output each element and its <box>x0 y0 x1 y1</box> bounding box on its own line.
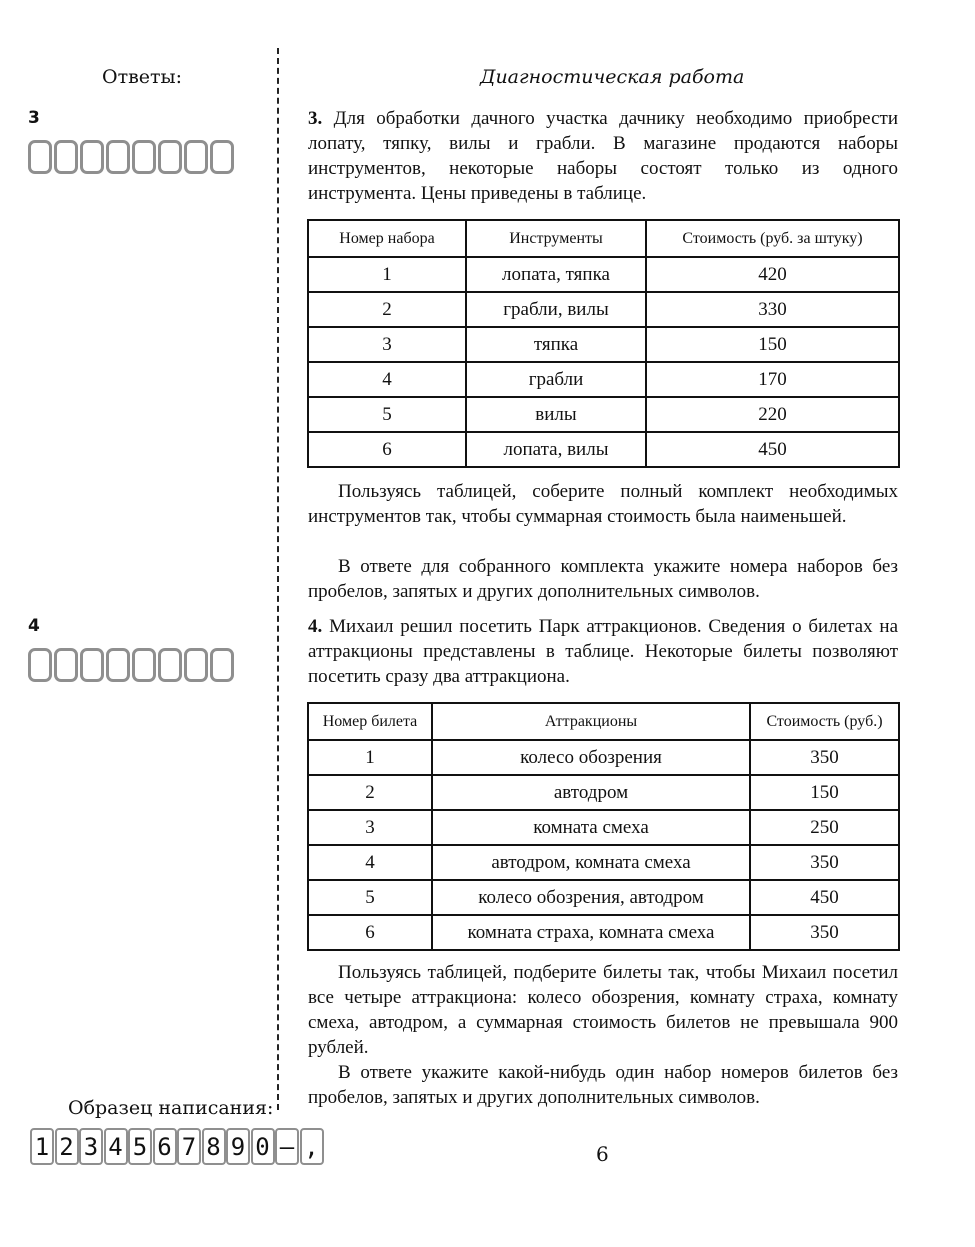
table-row <box>308 397 899 432</box>
table-cell: автодром, комната смеха <box>432 845 750 880</box>
answer-cell[interactable] <box>54 140 78 174</box>
answer-cell[interactable] <box>132 140 156 174</box>
task3-instruction-1: Пользуясь таблицей, соберите полный комплект необходимых инструментов так, чтобы суммарная стоимость была наименьшей. <box>308 481 898 527</box>
table-cell: 6 <box>308 915 432 950</box>
table-cell: 1 <box>308 740 432 775</box>
table-cell: 6 <box>308 432 466 467</box>
sample-digit-cell: , <box>300 1128 324 1165</box>
sample-digit-cell: 5 <box>128 1128 152 1165</box>
table-cell: 150 <box>750 775 899 810</box>
table-cell: колесо обозрения, автодром <box>432 880 750 915</box>
answer-field-4[interactable] <box>28 648 236 682</box>
table-cell: 4 <box>308 362 466 397</box>
table-header-row <box>308 703 899 740</box>
sample-digits <box>30 1128 324 1165</box>
table-cell: колесо обозрения <box>432 740 750 775</box>
table-cell: 2 <box>308 292 466 327</box>
sample-digit-cell: 4 <box>104 1128 128 1165</box>
table-cell: 330 <box>646 292 899 327</box>
page-header-title: Диагностическая работа <box>480 66 745 88</box>
sample-digit-cell: 3 <box>79 1128 103 1165</box>
table-cell: 3 <box>308 327 466 362</box>
table-header-cell: Стоимость (руб.) <box>750 703 899 740</box>
sample-digit-cell: 6 <box>153 1128 177 1165</box>
task3-instruction-2: В ответе для собранного комплекта укажите номера наборов без пробелов, запятых и других дополнительных символов. <box>308 556 898 602</box>
table-row <box>308 327 899 362</box>
answer-cell[interactable] <box>80 140 104 174</box>
table-cell: 450 <box>750 880 899 915</box>
task4-number: 4. <box>308 616 323 637</box>
table-cell: 350 <box>750 915 899 950</box>
table-header-cell: Номер набора <box>308 220 466 257</box>
answer-cell[interactable] <box>28 140 52 174</box>
table-cell: 4 <box>308 845 432 880</box>
sample-digit-cell: 9 <box>226 1128 250 1165</box>
answer-cell[interactable] <box>210 648 234 682</box>
table-cell: 350 <box>750 740 899 775</box>
table-cell: 220 <box>646 397 899 432</box>
table-cell: 420 <box>646 257 899 292</box>
table-row <box>308 915 899 950</box>
answer-label-3: 3 <box>28 108 40 128</box>
table-cell: 5 <box>308 880 432 915</box>
table-row <box>308 292 899 327</box>
table-cell: 2 <box>308 775 432 810</box>
table-cell: 350 <box>750 845 899 880</box>
table-header-cell: Инструменты <box>466 220 646 257</box>
table-row <box>308 362 899 397</box>
sample-digit-cell: 0 <box>251 1128 275 1165</box>
table-cell: автодром <box>432 775 750 810</box>
table-cell: 3 <box>308 810 432 845</box>
answer-cell[interactable] <box>158 140 182 174</box>
sample-digit-cell: 2 <box>55 1128 79 1165</box>
answer-label-4: 4 <box>28 616 40 636</box>
table-cell: грабли, вилы <box>466 292 646 327</box>
table-cell: 150 <box>646 327 899 362</box>
sample-digit-cell: 1 <box>30 1128 54 1165</box>
table-cell: тяпка <box>466 327 646 362</box>
answer-cell[interactable] <box>184 140 208 174</box>
table-header-cell: Стоимость (руб. за штуку) <box>646 220 899 257</box>
answer-field-3[interactable] <box>28 140 236 174</box>
table-header-cell: Аттракционы <box>432 703 750 740</box>
sample-digit-cell: 8 <box>202 1128 226 1165</box>
task4-instruction-1: Пользуясь таблицей, подберите билеты так, чтобы Михаил посетил все четыре аттракциона: колесо обозрения, комнату страха, комнату смеха, автодром, а суммарная стоимость билетов не превышала 900 рублей. <box>308 962 898 1058</box>
answer-cell[interactable] <box>132 648 156 682</box>
table-cell: комната смеха <box>432 810 750 845</box>
table-cell: 170 <box>646 362 899 397</box>
answer-cell[interactable] <box>80 648 104 682</box>
table-cell: 450 <box>646 432 899 467</box>
page-number: 6 <box>596 1142 609 1166</box>
answers-title: Ответы: <box>102 66 183 88</box>
answer-cell[interactable] <box>106 140 130 174</box>
sample-digit-cell: 7 <box>177 1128 201 1165</box>
table-header-cell: Номер билета <box>308 703 432 740</box>
task4-intro-text: Михаил решил посетить Парк аттракционов. Сведения о билетах на аттракционы представлены в таблице. Некоторые билеты позволяют посетить сразу два аттракциона. <box>308 616 899 687</box>
task3-intro-text: Для обработки дачного участка дачнику необходимо приобрести лопату, тяпку, вилы и грабли. В магазине продаются наборы инструментов, некоторые наборы состоят только из одного инструмента. Цены приведены в таблице. <box>308 108 898 204</box>
task4-table <box>307 702 900 951</box>
answer-cell[interactable] <box>106 648 130 682</box>
answer-cell[interactable] <box>28 648 52 682</box>
table-row <box>308 432 899 467</box>
table-cell: комната страха, комната смеха <box>432 915 750 950</box>
table-cell: 1 <box>308 257 466 292</box>
table-cell: вилы <box>466 397 646 432</box>
table-cell: лопата, вилы <box>466 432 646 467</box>
table-row <box>308 740 899 775</box>
answer-cell[interactable] <box>184 648 208 682</box>
table-header-row <box>308 220 899 257</box>
answer-cell[interactable] <box>54 648 78 682</box>
table-cell: грабли <box>466 362 646 397</box>
table-cell: 5 <box>308 397 466 432</box>
table-row <box>308 810 899 845</box>
cut-line-divider <box>277 48 279 1110</box>
sample-title: Образец написания: <box>68 1097 274 1119</box>
sample-digit-cell: – <box>275 1128 299 1165</box>
table-row <box>308 845 899 880</box>
task4-instruction-2: В ответе укажите какой-нибудь один набор номеров билетов без пробелов, запятых и других дополнительных символов. <box>308 1062 898 1108</box>
table-row <box>308 775 899 810</box>
table-cell: лопата, тяпка <box>466 257 646 292</box>
table-row <box>308 880 899 915</box>
task3-table <box>307 219 900 468</box>
answer-cell[interactable] <box>158 648 182 682</box>
answer-cell[interactable] <box>210 140 234 174</box>
task4-intro <box>308 614 898 689</box>
task3-intro <box>308 106 898 206</box>
task3-number: 3. <box>308 108 323 129</box>
table-cell: 250 <box>750 810 899 845</box>
table-row <box>308 257 899 292</box>
